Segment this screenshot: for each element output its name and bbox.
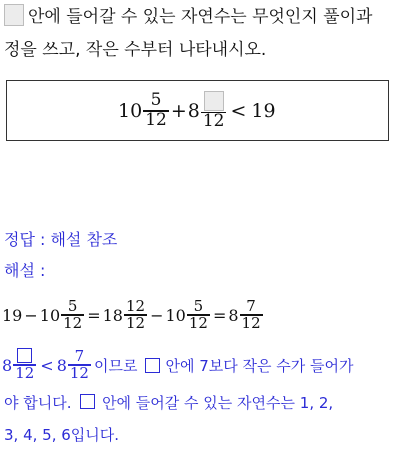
answer-line-5: 3, 4, 5, 6입니다. xyxy=(4,426,120,444)
answer-line-4a: 야 합니다. xyxy=(4,394,72,412)
ineq-fraction-2 xyxy=(68,346,91,382)
answer-line-4b: 안에 들어갈 수 있는 자연수는 1, 2, xyxy=(102,394,334,412)
calc-minus-1: − xyxy=(24,305,38,325)
calc-19: 19 xyxy=(2,305,23,325)
calc-fraction-2 xyxy=(124,296,147,332)
calc-numerator: 5 xyxy=(193,296,204,315)
ineq-denominator: 12 xyxy=(69,363,89,382)
ineq-tail: 이므로 xyxy=(93,356,138,375)
calc-whole-8: 8 xyxy=(228,305,239,325)
ineq-fraction-1 xyxy=(13,348,36,381)
expr-fraction-1 xyxy=(143,92,169,129)
calc-whole-10: 10 xyxy=(39,305,61,325)
expr-whole-1: 10 xyxy=(118,100,143,122)
expr-rhs: 19 xyxy=(251,100,276,122)
expr-denominator-1: 12 xyxy=(145,109,167,130)
calc-numerator: 7 xyxy=(246,296,256,315)
answer-label: 정답 : 해설 참조 xyxy=(4,230,118,249)
calc-fraction-4 xyxy=(240,296,263,332)
expr-whole-2: 8 xyxy=(187,100,200,122)
blank-box-icon xyxy=(204,91,224,111)
expr-fraction-2 xyxy=(201,91,227,131)
expr-denominator-2: 12 xyxy=(202,111,225,132)
calculation-line xyxy=(2,292,264,338)
ineq-whole-8b: 8 xyxy=(56,355,67,375)
calc-equals-2: = xyxy=(212,305,227,325)
answer-line-4 xyxy=(4,392,333,414)
ineq-numerator: 7 xyxy=(74,346,85,365)
question-line-1 xyxy=(4,4,372,29)
calc-minus-2: − xyxy=(150,305,164,325)
expr-less-than: < xyxy=(230,100,247,122)
blank-box-icon xyxy=(80,394,95,409)
calc-equals-1: = xyxy=(87,305,101,325)
calc-numerator: 5 xyxy=(67,296,78,315)
ineq-whole-8: 8 xyxy=(2,355,13,375)
explanation-label: 해설 : xyxy=(4,261,46,280)
calc-numerator: 12 xyxy=(125,296,146,315)
ineq-less-than: < xyxy=(40,355,54,375)
calc-denominator: 12 xyxy=(241,313,261,332)
calc-fraction-1 xyxy=(61,296,84,332)
blank-box-icon xyxy=(17,348,32,363)
expr-plus: + xyxy=(170,100,187,122)
expression xyxy=(118,83,276,139)
calc-denominator: 12 xyxy=(125,313,146,332)
inequality-line xyxy=(2,342,353,388)
question-text-1: 안에 들어갈 수 있는 자연수는 무엇인지 풀이과 xyxy=(28,7,373,27)
calc-whole-18: 18 xyxy=(102,305,123,325)
question-text-2: 정을 쓰고, 작은 수부터 나타내시오. xyxy=(4,40,267,60)
expr-numerator-1: 5 xyxy=(150,90,162,111)
calc-denominator: 12 xyxy=(63,313,83,332)
question-line-2 xyxy=(4,38,266,62)
blank-box-icon xyxy=(4,4,24,26)
calc-fraction-3 xyxy=(187,296,210,332)
blank-box-icon xyxy=(145,358,160,373)
calc-whole-10b: 10 xyxy=(165,305,186,325)
ineq-tail-2: 안에 7보다 작은 수가 들어가 xyxy=(165,356,354,375)
ineq-denominator: 12 xyxy=(15,363,35,382)
calc-denominator: 12 xyxy=(188,313,208,332)
